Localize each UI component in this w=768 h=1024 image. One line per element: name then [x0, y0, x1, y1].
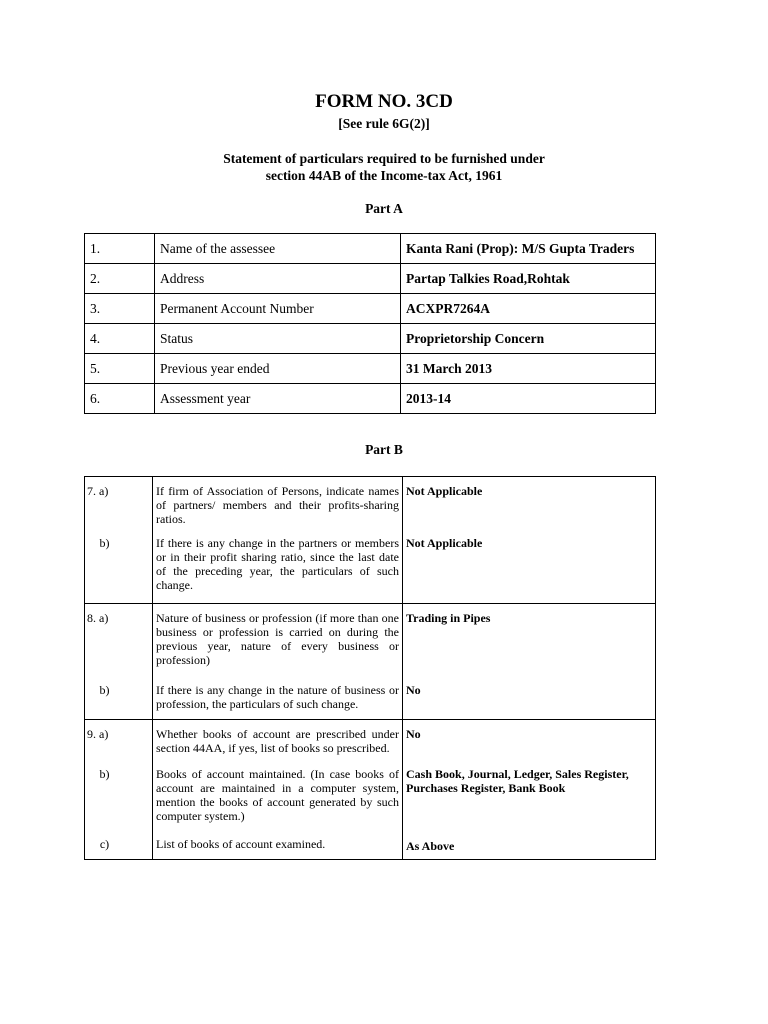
table-row [85, 767, 656, 837]
item-question: List of books of account examined. [153, 837, 403, 860]
item-answer: As Above [403, 837, 656, 860]
table-row [85, 720, 656, 768]
part-a-table [84, 233, 656, 414]
row-label: Status [155, 324, 401, 354]
row-label: Address [155, 264, 401, 294]
item-question: If there is any change in the partners or members or in their profit sharing ratio, since the last date of the preceding year, the particulars of such change. [153, 536, 403, 604]
table-row [85, 294, 656, 324]
row-value: Proprietorship Concern [401, 324, 656, 354]
item-question: Books of account maintained. (In case books of account are maintained in a computer system, mention the books of account generated by such computer system.) [153, 767, 403, 837]
item-number: c) [85, 837, 153, 860]
item-question: If there is any change in the nature of business or profession, the particulars of such change. [153, 683, 403, 720]
statement-heading [0, 150, 768, 184]
row-label: Permanent Account Number [155, 294, 401, 324]
table-row [85, 604, 656, 684]
item-question: Whether books of account are prescribed under section 44AA, if yes, list of books so prescribed. [153, 720, 403, 768]
row-number: 2. [85, 264, 155, 294]
row-value: Kanta Rani (Prop): M/S Gupta Traders [401, 234, 656, 264]
item-answer: Trading in Pipes [403, 604, 656, 684]
table-row [85, 837, 656, 860]
table-row [85, 264, 656, 294]
table-row [85, 683, 656, 720]
item-answer: Not Applicable [403, 477, 656, 537]
rule-reference: [See rule 6G(2)] [338, 116, 430, 131]
row-number: 5. [85, 354, 155, 384]
item-answer: Cash Book, Journal, Ledger, Sales Register, Purchases Register, Bank Book [403, 767, 656, 837]
row-number: 6. [85, 384, 155, 414]
item-answer: No [403, 683, 656, 720]
table-row [85, 477, 656, 537]
item-answer: Not Applicable [403, 536, 656, 604]
item-number: b) [85, 683, 153, 720]
row-label: Previous year ended [155, 354, 401, 384]
table-row [85, 536, 656, 604]
part-b-table [84, 476, 656, 860]
row-number: 4. [85, 324, 155, 354]
part-b-heading: Part B [365, 442, 403, 457]
table-row [85, 234, 656, 264]
statement-line-2: section 44AB of the Income-tax Act, 1961 [265, 168, 503, 183]
row-number: 1. [85, 234, 155, 264]
form-title: FORM NO. 3CD [315, 91, 453, 112]
row-value: 2013-14 [401, 384, 656, 414]
row-number: 3. [85, 294, 155, 324]
table-row [85, 384, 656, 414]
item-number: 9. a) [85, 720, 153, 768]
row-value: 31 March 2013 [401, 354, 656, 384]
part-a-heading: Part A [365, 201, 403, 216]
item-number: b) [85, 536, 153, 604]
item-question: If firm of Association of Persons, indicate names of partners/ members and their profits-sharing ratios. [153, 477, 403, 537]
row-value: ACXPR7264A [401, 294, 656, 324]
row-label: Assessment year [155, 384, 401, 414]
statement-line-1: Statement of particulars required to be furnished under [223, 151, 545, 166]
item-question: Nature of business or profession (if more than one business or profession is carried on during the previous year, nature of every business or profession) [153, 604, 403, 684]
item-number: b) [85, 767, 153, 837]
item-number: 7. a) [85, 477, 153, 537]
item-answer: No [403, 720, 656, 768]
table-row [85, 324, 656, 354]
row-value: Partap Talkies Road,Rohtak [401, 264, 656, 294]
item-number: 8. a) [85, 604, 153, 684]
table-row [85, 354, 656, 384]
row-label: Name of the assessee [155, 234, 401, 264]
